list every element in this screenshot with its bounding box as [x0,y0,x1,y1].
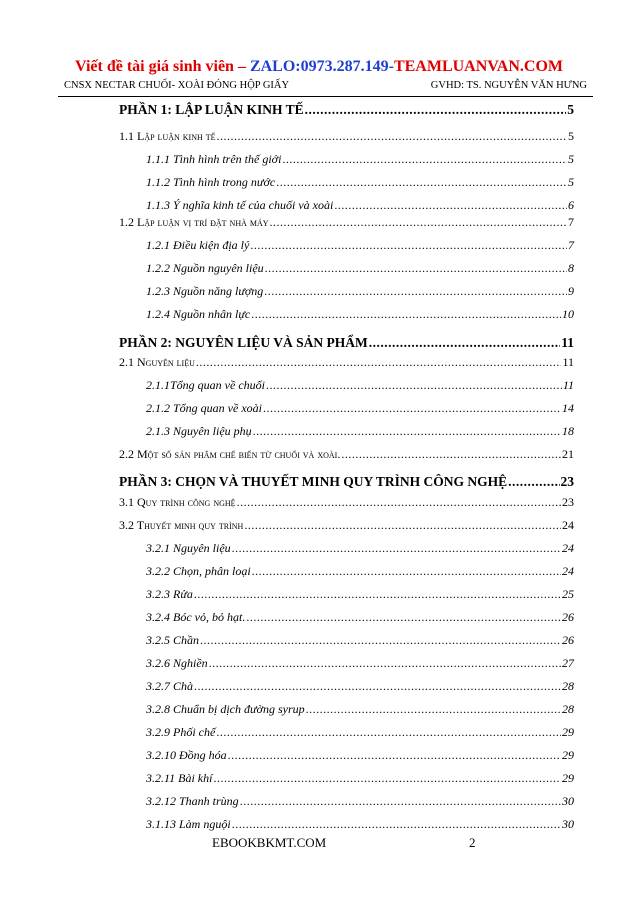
toc-entry-page: 28 [562,679,574,693]
toc-entry-title: 3.1.13 Làm nguội [146,817,231,831]
toc-entry[interactable] [119,129,574,144]
toc-entry[interactable] [146,564,574,579]
toc-entry-title: 1.2.2 Nguồn nguyên liệu [146,261,264,275]
toc-entry-title: 2.2 Một số sản phẩm chế biến từ chuối và xoài. [119,447,341,461]
toc-leader-dots [209,656,561,671]
toc-entry[interactable] [146,238,574,253]
toc-entry-title: 2.1.3 Nguyên liệu phụ [146,424,252,438]
header-course-title: CNSX NECTAR CHUỐI- XOÀI ĐÓNG HỘP GIẤY [64,80,290,91]
toc-entry-page: 5 [567,102,574,117]
toc-leader-dots [341,447,561,462]
toc-entry[interactable] [146,284,574,299]
promo-banner [0,58,638,76]
toc-entry-title: 3.2.12 Thanh trùng [146,794,239,808]
toc-entry-page: 30 [562,794,574,808]
toc-entry-page: 5 [568,152,574,166]
toc-entry-page: 29 [562,725,574,739]
toc-entry-title: PHẦN 3: CHỌN VÀ THUYẾT MINH QUY TRÌNH CÔNG NGHỆ [119,474,508,489]
toc-entry[interactable] [119,447,574,462]
toc-entry[interactable] [146,794,574,809]
toc-entry-page: 7 [568,215,574,229]
toc-leader-dots [244,518,561,533]
toc-entry[interactable] [146,175,574,190]
toc-entry-page: 24 [562,564,574,578]
toc-entry-title: 3.2.6 Nghiền [146,656,208,670]
toc-entry-title: 3.2.11 Bài khí [146,771,213,785]
toc-entry-page: 27 [562,656,574,670]
page-number: 2 [469,835,476,850]
toc-leader-dots [276,175,567,190]
toc-entry-page: 5 [568,129,574,143]
toc-leader-dots [216,725,561,740]
toc-entry-page: 9 [568,284,574,298]
toc-entry-title: 3.1 Quy trình công nghệ [119,495,236,509]
toc-leader-dots [196,355,562,370]
toc-entry-title: 2.1.2 Tổng quan về xoài [146,401,262,415]
toc-entry[interactable] [146,424,574,439]
toc-entry[interactable] [146,725,574,740]
toc-entry-page: 23 [562,495,574,509]
toc-entry-page: 8 [568,261,574,275]
toc-entry-page: 25 [562,587,574,601]
toc-leader-dots [508,474,559,490]
toc-entry-title: 2.1 Nguyên liệu [119,355,195,369]
toc-entry[interactable] [146,587,574,602]
toc-leader-dots [240,794,561,809]
toc-entry[interactable] [146,152,574,167]
toc-entry[interactable] [146,656,574,671]
header-advisor: GVHD: TS. NGUYỄN VĂN HƯNG [430,80,587,91]
toc-entry-title: 1.1.1 Tình hình trên thế giới [146,152,282,166]
toc-entry-title: 3.2.9 Phối chế [146,725,216,739]
toc-entry-title: 3.2.10 Đồng hóa [146,748,227,762]
toc-entry[interactable] [146,748,574,763]
toc-entry-title: 3.2.2 Chọn, phân loại [146,564,251,578]
toc-entry[interactable] [146,261,574,276]
toc-entry-page: 5 [568,175,574,189]
toc-entry-page: 26 [562,633,574,647]
toc-entry-title: 1.1 Lập luận kinh tế [119,129,216,143]
toc-leader-dots [263,401,561,416]
toc-entry-page: 24 [562,518,574,532]
banner-text: Viết đề tài giá sinh viên – [74,58,250,75]
toc-leader-dots [232,817,561,832]
toc-leader-dots [217,129,567,144]
toc-leader-dots [282,152,567,167]
toc-leader-dots [264,284,567,299]
toc-leader-dots [305,102,567,118]
toc-entry[interactable] [146,817,574,832]
toc-entry[interactable] [146,307,574,322]
toc-entry-page: 11 [561,335,574,350]
toc-leader-dots [237,495,561,510]
toc-entry-title: 1.2.3 Nguồn năng lượng [146,284,264,298]
toc-entry-page: 14 [562,401,574,415]
toc-entry-title: 1.2 Lập luận vị trí đặt nhà máy [119,215,269,229]
toc-entry-page: 28 [562,702,574,716]
footer-site: EBOOKBKMT.COM [212,835,327,850]
toc-entry[interactable] [146,541,574,556]
toc-leader-dots [246,610,561,625]
toc-leader-dots [334,198,567,213]
toc-entry-page: 24 [562,541,574,555]
toc-entry[interactable] [119,335,574,351]
toc-leader-dots [265,261,567,276]
toc-entry-title: 2.1.1Tổng quan về chuối [146,378,265,392]
toc-entry-page: 7 [568,238,574,252]
toc-entry[interactable] [146,401,574,416]
toc-entry[interactable] [146,679,574,694]
toc-entry-title: PHẦN 2: NGUYÊN LIỆU VÀ SẢN PHẨM [119,335,368,350]
toc-leader-dots [232,541,561,556]
toc-leader-dots [266,378,562,393]
toc-entry-page: 6 [568,198,574,212]
toc-entry[interactable] [146,378,574,393]
toc-leader-dots [253,424,561,439]
toc-entry-title: 1.1.2 Tình hình trong nước [146,175,276,189]
toc-entry-title: 1.2.4 Nguồn nhân lực [146,307,251,321]
toc-entry-page: 30 [562,817,574,831]
toc-entry-page: 26 [562,610,574,624]
toc-entry-title: 1.2.1 Điều kiện địa lý [146,238,250,252]
toc-entry[interactable] [119,474,574,490]
toc-entry[interactable] [119,102,574,118]
toc-entry-page: 23 [560,474,574,489]
toc-entry-title: 3.2.3 Rửa [146,587,193,601]
banner-zalo: ZALO:0973.287.149- [249,58,394,75]
toc-entry-title: PHẦN 1: LẬP LUẬN KINH TẾ [119,102,304,117]
toc-entry-title: 3.2.5 Chần [146,633,200,647]
toc-entry-page: 29 [562,771,574,785]
toc-entry-page: 18 [562,424,574,438]
toc-entry[interactable] [146,702,574,717]
toc-entry[interactable] [146,610,574,625]
toc-entry-title: 1.1.3 Ý nghĩa kinh tế của chuối và xoài [146,198,334,212]
toc-entry[interactable] [146,771,574,786]
toc-entry-title: 3.2.1 Nguyên liệu [146,541,231,555]
toc-entry[interactable] [119,215,574,230]
toc-leader-dots [213,771,561,786]
toc-leader-dots [369,335,560,351]
toc-entry[interactable] [119,495,574,510]
toc-leader-dots [270,215,567,230]
toc-entry-page: 21 [562,447,574,461]
toc-leader-dots [194,587,561,602]
toc-entry-title: 3.2.4 Bóc vỏ, bỏ hạt. [146,610,246,624]
toc-leader-dots [306,702,561,717]
toc-leader-dots [250,238,567,253]
toc-entry-title: 3.2.7 Chà [146,679,194,693]
page-header [58,80,593,97]
toc-entry-page: 11 [562,378,574,392]
toc-entry-page: 29 [562,748,574,762]
toc-leader-dots [251,307,561,322]
toc-entry-title: 3.2.8 Chuẩn bị dịch đường syrup [146,702,305,716]
toc-entry[interactable] [119,355,574,370]
toc-leader-dots [200,633,561,648]
toc-entry-title: 3.2 Thuyết minh quy trình [119,518,244,532]
toc-entry-page: 11 [562,355,574,369]
toc-leader-dots [228,748,561,763]
banner-site: TEAMLUANVAN.COM [393,58,563,75]
toc-entry-page: 10 [562,307,574,321]
toc-entry[interactable] [146,198,574,213]
toc-entry[interactable] [119,518,574,533]
toc-leader-dots [252,564,561,579]
toc-entry[interactable] [146,633,574,648]
toc-leader-dots [194,679,561,694]
